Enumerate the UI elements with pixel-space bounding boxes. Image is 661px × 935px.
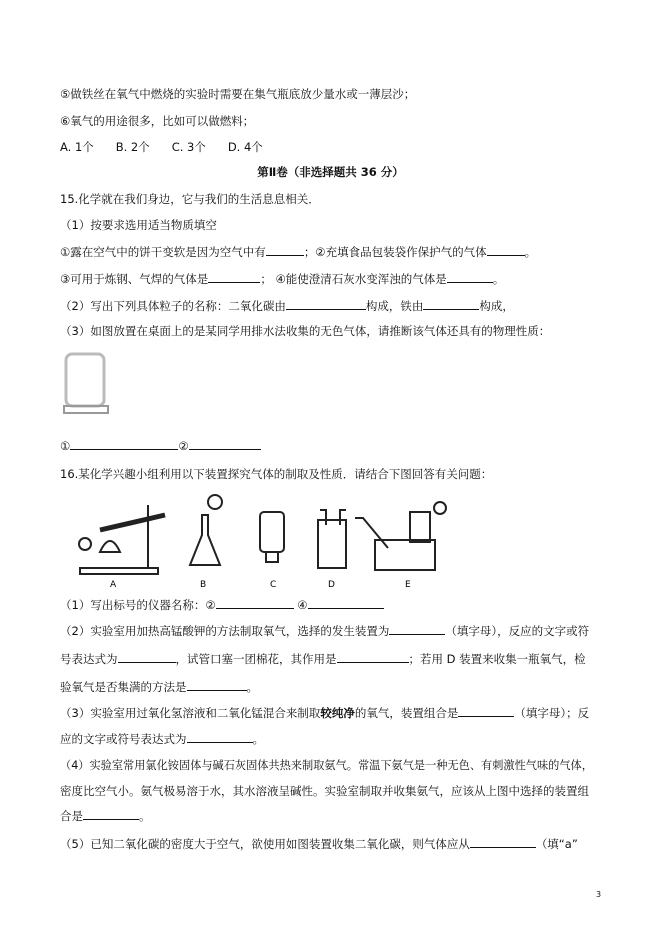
q16-part4-line3	[60, 808, 151, 824]
q16-part2-line2	[60, 651, 586, 667]
statement-5: ⑤做铁丝在氧气中燃烧的实验时需要在集气瓶底放少量水或一薄层沙；	[60, 87, 416, 101]
q15-part2	[60, 298, 514, 314]
text: ；若用 D 装置来收集一瓶氧气，检	[408, 652, 586, 666]
option-a: A. 1个	[60, 140, 94, 154]
text: ； ④能使澄清石灰水变浑浊的气体是	[260, 272, 447, 286]
blank[interactable]	[337, 651, 409, 663]
blank[interactable]	[447, 271, 493, 283]
q16-part3-line2	[60, 731, 264, 747]
text: 。	[524, 245, 537, 259]
blank[interactable]	[487, 244, 525, 256]
text: 构成，铁由	[365, 299, 424, 313]
page-number: 3	[596, 890, 602, 899]
question-15: 15.化学就在我们身边，它与我们的生活息息相关．	[60, 192, 320, 206]
text: 。	[139, 809, 151, 823]
q15-part3: （3）如图放置在桌面上的是某同学用排水法收集的无色气体，请推断该气体还具有的物理性质：	[60, 324, 551, 338]
text: ①	[60, 439, 71, 453]
text: ；②充填食品包装袋作保护气的气体	[303, 245, 487, 259]
q16-part5	[60, 836, 578, 852]
text: （3）实验室用过氧化氢溶液和二氧化锰混合来制取	[60, 706, 321, 720]
blank[interactable]	[458, 705, 514, 717]
text: 应的文字或符号表达式为	[60, 732, 187, 746]
text: （填字母），反应的文字或符	[445, 624, 590, 638]
text: （2）写出下列具体粒子的名称：二氧化碳由	[60, 299, 286, 313]
text: 的氧气，装置组合是	[354, 706, 459, 720]
text: 。	[492, 272, 505, 286]
text: 。	[246, 680, 258, 694]
q15-part1-line1	[60, 244, 536, 260]
blank[interactable]	[70, 438, 178, 450]
text: ③可用于炼钢、气焊的气体是	[60, 272, 209, 286]
option-d: D. 4个	[227, 140, 263, 154]
apparatus-figure	[70, 490, 490, 590]
q15-part1: （1）按要求选用适当物质填空	[60, 218, 217, 232]
blank[interactable]	[187, 679, 247, 691]
text: （1）写出标号的仪器名称：②	[60, 598, 216, 612]
blank[interactable]	[308, 597, 384, 609]
q16-part4-line2: 密度比空气小。氨气极易溶于水，其水溶液呈碱性。实验室制取并收集氨气，应该从上图中选择的装置组	[60, 784, 589, 798]
blank[interactable]	[423, 298, 479, 310]
q15-part1-line2	[60, 271, 504, 287]
q16-part2-line1	[60, 623, 589, 639]
text: （填“a”	[535, 837, 578, 851]
q15-answers	[60, 438, 261, 454]
text: ，试管口塞一团棉花，其作用是	[175, 652, 337, 666]
label-b: B	[200, 580, 207, 590]
text: ②	[178, 439, 189, 453]
answer-options	[60, 139, 263, 155]
emphasis: 较纯净	[320, 706, 355, 720]
text: 构成，	[479, 299, 514, 313]
option-c: C. 3个	[171, 140, 206, 154]
blank[interactable]	[216, 597, 294, 609]
text: （5）已知二氧化碳的密度大于空气，欲使用如图装置收集二氧化碳，则气体应从	[60, 837, 470, 851]
blank[interactable]	[286, 298, 366, 310]
label-e: E	[405, 580, 411, 590]
statement-6: ⑥氧气的用途很多，比如可以做燃料；	[60, 114, 255, 128]
text: ④	[297, 598, 308, 612]
gas-jar-figure	[62, 352, 112, 418]
text: ①露在空气中的饼干变软是因为空气中有	[60, 245, 266, 259]
blank[interactable]	[83, 808, 139, 820]
text: （填字母）；反	[514, 706, 590, 720]
q16-part1	[60, 597, 384, 613]
blank[interactable]	[389, 623, 445, 635]
blank[interactable]	[189, 438, 261, 450]
q16-part2-line3	[60, 679, 258, 695]
label-a: A	[110, 580, 117, 590]
blank[interactable]	[208, 271, 260, 283]
label-d: D	[328, 580, 335, 590]
blank[interactable]	[118, 651, 176, 663]
text: 合是	[60, 809, 83, 823]
blank[interactable]	[266, 244, 304, 256]
text: 号表达式为	[60, 652, 118, 666]
question-16: 16.某化学兴趣小组利用以下装置探究气体的制取及性质．请结合下图回答有关问题：	[60, 467, 493, 481]
blank[interactable]	[470, 836, 536, 848]
blank[interactable]	[187, 731, 253, 743]
text: 。	[252, 732, 264, 746]
option-b: B. 2个	[115, 140, 150, 154]
q16-part3-line1	[60, 705, 589, 721]
text: （2）实验室用加热高锰酸钾的方法制取氧气，选择的发生装置为	[60, 624, 390, 638]
text: 验氧气是否集满的方法是	[60, 680, 187, 694]
label-c: C	[270, 580, 277, 590]
q16-part4-line1: （4）实验室常用氯化铵固体与碱石灰固体共热来制取氨气。常温下氨气是一种无色、有刺激性气味的气体，	[60, 759, 593, 772]
section-title: 第Ⅱ卷（非选择题共 36 分）	[257, 165, 404, 179]
